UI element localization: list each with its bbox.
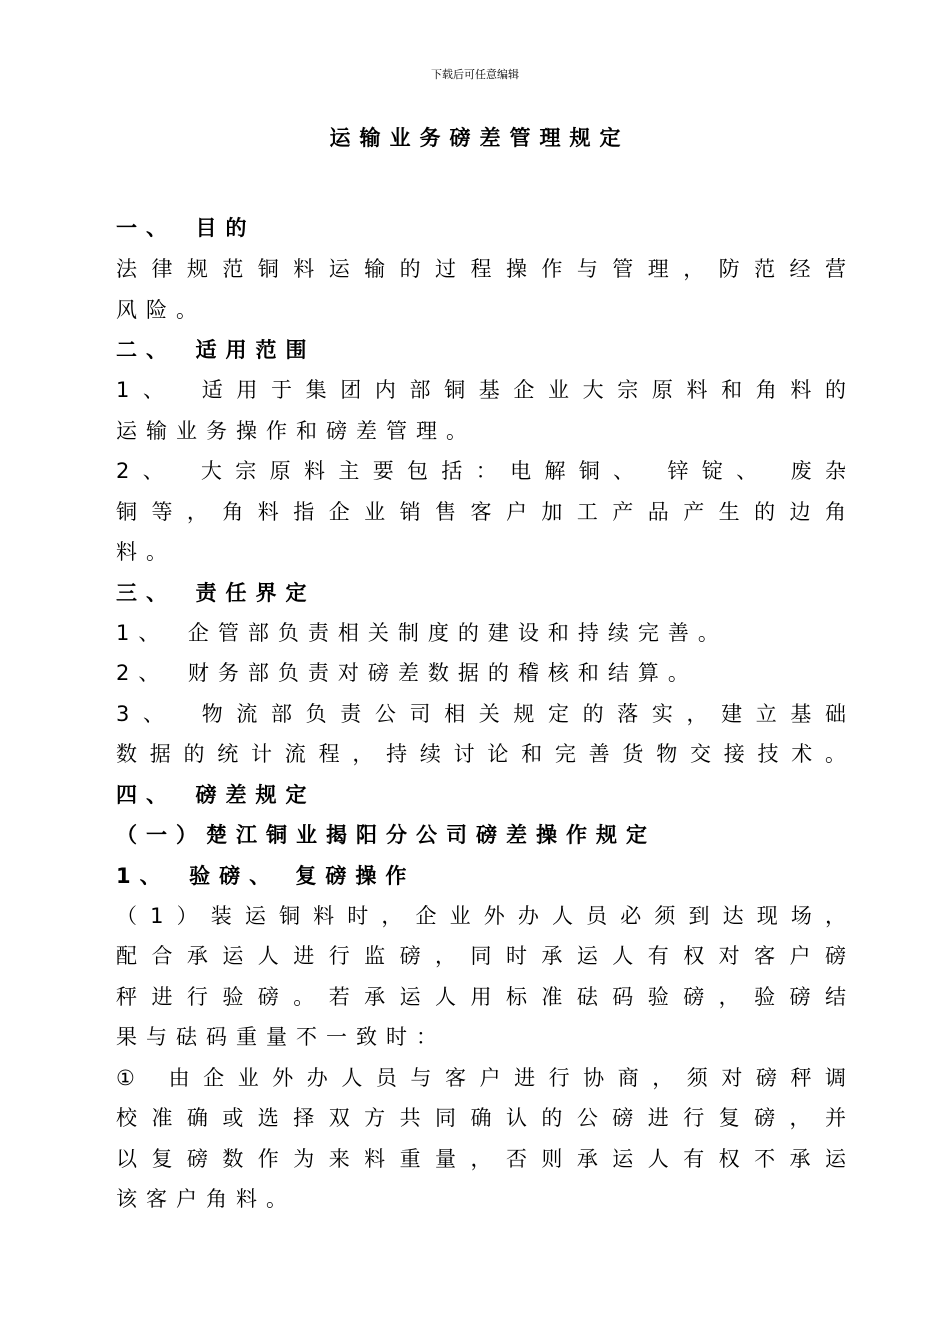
line-text: 2、 大宗原料主要包括：电解铜、 锌锭、 废杂 <box>116 459 846 483</box>
line-text: 数据的统计流程，持续讨论和完善货物交接技术。 <box>116 742 846 766</box>
line-text: ① 由企业外办人员与客户进行协商，须对磅秤调 <box>116 1066 846 1090</box>
body-text-line <box>116 619 846 647</box>
header-note: 下载后可任意编辑 <box>431 68 519 81</box>
section-heading <box>116 781 846 809</box>
line-text: 校准确或选择双方共同确认的公磅进行复磅，并 <box>116 1106 846 1130</box>
section-heading <box>116 862 846 890</box>
section-heading <box>116 214 846 242</box>
line-text: 二、 适用范围 <box>116 338 316 362</box>
body-text-line <box>116 1104 846 1132</box>
body-text-line <box>116 1185 846 1213</box>
body-text-line <box>116 498 846 526</box>
body-text-line <box>116 942 846 970</box>
line-text: 三、 责任界定 <box>116 581 316 605</box>
section-heading <box>116 336 846 364</box>
line-text: 果与砝码重量不一致时： <box>116 1025 446 1049</box>
body-text-line <box>116 457 846 485</box>
document-title: 运输业务磅差管理规定 <box>329 126 630 150</box>
body-text-line <box>116 376 846 404</box>
body-text-line <box>116 1064 846 1092</box>
line-text: 以复磅数作为来料重量，否则承运人有权不承运 <box>116 1147 846 1171</box>
line-text: 1、 验磅、 复磅操作 <box>116 864 416 888</box>
line-text: 法律规范铜料运输的过程操作与管理，防范经营 <box>116 257 846 281</box>
line-text: 料。 <box>116 540 176 564</box>
line-text: 该客户角料。 <box>116 1187 296 1211</box>
line-text: 四、 磅差规定 <box>116 783 316 807</box>
body-text-line <box>116 1145 846 1173</box>
line-text: 一、 目的 <box>116 216 256 240</box>
line-text: （一）楚江铜业揭阳分公司磅差操作规定 <box>116 823 656 847</box>
body-text-line <box>116 700 846 728</box>
line-text: 2、 财务部负责对磅差数据的稽核和结算。 <box>116 661 698 685</box>
line-text: 配合承运人进行监磅，同时承运人有权对客户磅 <box>116 944 846 968</box>
section-heading <box>116 579 846 607</box>
body-text-line <box>116 659 846 687</box>
body-text-line <box>116 902 846 930</box>
line-text: 运输业务操作和磅差管理。 <box>116 419 476 443</box>
body-text-line <box>116 983 846 1011</box>
body-text-line <box>116 740 846 768</box>
line-text: 3、 物流部负责公司相关规定的落实，建立基础 <box>116 702 846 726</box>
line-text: 秤进行验磅。若承运人用标准砝码验磅，验磅结 <box>116 985 846 1009</box>
line-text: （1）装运铜料时，企业外办人员必须到达现场， <box>116 904 846 928</box>
line-text: 铜等，角料指企业销售客户加工产品产生的边角 <box>116 500 846 524</box>
body-text-line <box>116 538 846 566</box>
body-text-line <box>116 417 846 445</box>
body-text-line <box>116 255 846 283</box>
line-text: 1、 适用于集团内部铜基企业大宗原料和角料的 <box>116 378 846 402</box>
body-text-line <box>116 1023 846 1051</box>
line-text: 1、 企管部负责相关制度的建设和持续完善。 <box>116 621 728 645</box>
section-heading <box>116 821 846 849</box>
body-text-line <box>116 296 846 324</box>
line-text: 风险。 <box>116 298 206 322</box>
